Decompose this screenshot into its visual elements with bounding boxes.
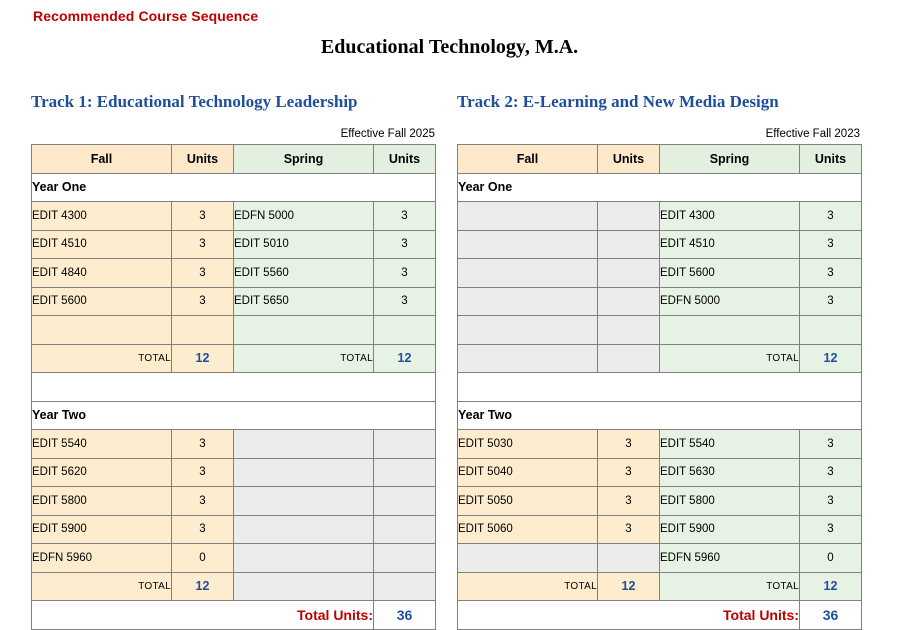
- total-label: TOTAL: [32, 572, 172, 601]
- course-cell: EDIT 5600: [660, 259, 800, 288]
- course-cell-blank: [458, 544, 598, 573]
- course-cell: EDIT 5630: [660, 458, 800, 487]
- column-header-units: Units: [172, 145, 234, 174]
- units-cell: 3: [172, 458, 234, 487]
- table-row: [32, 487, 436, 516]
- course-cell-blank: [458, 259, 598, 288]
- course-cell: EDIT 5900: [660, 515, 800, 544]
- track-2-heading: Track 2: E-Learning and New Media Design: [457, 92, 779, 111]
- units-cell-blank: [374, 544, 436, 573]
- course-cell: EDIT 5900: [32, 515, 172, 544]
- year-section-row: [32, 401, 436, 430]
- spring-total-value: 12: [800, 572, 862, 601]
- course-cell-empty: [32, 316, 172, 345]
- units-cell: 3: [172, 230, 234, 259]
- course-cell-blank: [458, 202, 598, 231]
- column-header-spring: Spring: [660, 145, 800, 174]
- fall-total-value: 12: [172, 344, 234, 373]
- course-cell-blank: [234, 430, 374, 459]
- table-row: [32, 259, 436, 288]
- course-cell: EDIT 5800: [660, 487, 800, 516]
- total-label: TOTAL: [458, 572, 598, 601]
- units-cell-blank: [374, 487, 436, 516]
- course-cell: EDIT 5800: [32, 487, 172, 516]
- units-cell: 3: [598, 458, 660, 487]
- units-cell-blank: [598, 259, 660, 288]
- units-cell: 3: [800, 430, 862, 459]
- total-row: [32, 344, 436, 373]
- course-cell: EDIT 5040: [458, 458, 598, 487]
- units-cell: 3: [172, 287, 234, 316]
- course-cell-blank: [458, 230, 598, 259]
- units-cell: 3: [598, 515, 660, 544]
- table-row: [458, 202, 862, 231]
- spacer-cell: [32, 373, 436, 402]
- total-label: TOTAL: [234, 344, 374, 373]
- course-cell: EDIT 5030: [458, 430, 598, 459]
- table-row: [32, 515, 436, 544]
- units-cell-blank: [374, 458, 436, 487]
- grand-total-value: 36: [374, 601, 436, 630]
- spacer-row: [458, 373, 862, 402]
- units-cell: 3: [374, 287, 436, 316]
- units-cell: 3: [172, 487, 234, 516]
- table-row: [458, 316, 862, 345]
- course-cell-blank: [458, 316, 598, 345]
- units-cell-blank: [374, 430, 436, 459]
- grand-total-label: Total Units:: [458, 601, 800, 630]
- table-row: [458, 515, 862, 544]
- table-row: [458, 544, 862, 573]
- total-label: TOTAL: [32, 344, 172, 373]
- units-cell-blank: [374, 515, 436, 544]
- track-1-schedule-table: [31, 144, 436, 630]
- fall-total-value: 12: [172, 572, 234, 601]
- course-cell: EDIT 5060: [458, 515, 598, 544]
- column-header-fall: Fall: [458, 145, 598, 174]
- table-header-row: [32, 145, 436, 174]
- table-row: [458, 430, 862, 459]
- units-cell: 3: [598, 430, 660, 459]
- year-one-label: Year One: [32, 173, 436, 202]
- course-cell-blank: [234, 544, 374, 573]
- table-row: [458, 458, 862, 487]
- column-header-units-2: Units: [800, 145, 862, 174]
- year-section-row: [32, 173, 436, 202]
- track-2-schedule-table: [457, 144, 862, 630]
- units-cell-empty: [800, 316, 862, 345]
- course-cell-empty: [660, 316, 800, 345]
- units-cell-blank: [598, 287, 660, 316]
- units-cell: 3: [800, 202, 862, 231]
- units-cell-blank: [598, 316, 660, 345]
- fall-total-value: 12: [598, 572, 660, 601]
- spacer-cell: [458, 373, 862, 402]
- course-cell-blank: [234, 458, 374, 487]
- course-cell: EDIT 5560: [234, 259, 374, 288]
- units-cell-empty: [172, 316, 234, 345]
- total-label-blank: [458, 344, 598, 373]
- units-cell: 3: [374, 202, 436, 231]
- recommended-course-sequence-label: Recommended Course Sequence: [33, 8, 259, 24]
- units-cell: 3: [598, 487, 660, 516]
- total-row: [32, 572, 436, 601]
- table-row: [458, 487, 862, 516]
- course-cell-blank: [458, 287, 598, 316]
- table-row: [32, 544, 436, 573]
- units-cell: 3: [800, 259, 862, 288]
- spacer-row: [32, 373, 436, 402]
- table-row: [458, 287, 862, 316]
- units-cell-blank: [598, 230, 660, 259]
- course-cell: EDIT 5540: [660, 430, 800, 459]
- total-row: [458, 572, 862, 601]
- course-cell: EDIT 5650: [234, 287, 374, 316]
- course-cell: EDFN 5000: [234, 202, 374, 231]
- page-title: Educational Technology, M.A.: [320, 36, 579, 58]
- total-label-blank: [234, 572, 374, 601]
- units-cell: 3: [800, 487, 862, 516]
- units-cell: 3: [800, 230, 862, 259]
- column-header-spring: Spring: [234, 145, 374, 174]
- course-cell: EDFN 5000: [660, 287, 800, 316]
- course-cell: EDIT 5540: [32, 430, 172, 459]
- course-cell-blank: [234, 515, 374, 544]
- year-one-label: Year One: [458, 173, 862, 202]
- spring-total-value: 12: [800, 344, 862, 373]
- year-section-row: [458, 173, 862, 202]
- total-label: TOTAL: [660, 344, 800, 373]
- table-row: [32, 202, 436, 231]
- course-cell: EDIT 5600: [32, 287, 172, 316]
- units-cell: 3: [172, 259, 234, 288]
- total-value-blank: [374, 572, 436, 601]
- course-cell: EDIT 5620: [32, 458, 172, 487]
- table-row: [32, 430, 436, 459]
- course-cell: EDIT 4510: [660, 230, 800, 259]
- table-row: [32, 458, 436, 487]
- course-cell: EDIT 5050: [458, 487, 598, 516]
- units-cell: 3: [172, 202, 234, 231]
- table-row: [32, 230, 436, 259]
- course-cell: EDIT 4300: [32, 202, 172, 231]
- table-row: [32, 287, 436, 316]
- track-2-effective-date: Effective Fall 2023: [765, 128, 860, 140]
- year-two-label: Year Two: [458, 401, 862, 430]
- course-cell-empty: [234, 316, 374, 345]
- units-cell: 3: [800, 515, 862, 544]
- units-cell: 0: [800, 544, 862, 573]
- units-cell: 3: [800, 458, 862, 487]
- column-header-fall: Fall: [32, 145, 172, 174]
- units-cell: 3: [172, 515, 234, 544]
- units-cell: 3: [374, 259, 436, 288]
- units-cell-empty: [374, 316, 436, 345]
- units-cell-blank: [598, 544, 660, 573]
- grand-total-value: 36: [800, 601, 862, 630]
- table-row: [32, 316, 436, 345]
- spring-total-value: 12: [374, 344, 436, 373]
- track-1-heading: Track 1: Educational Technology Leadership: [31, 92, 358, 111]
- total-row: [458, 344, 862, 373]
- table-row: [458, 230, 862, 259]
- course-cell: EDIT 4300: [660, 202, 800, 231]
- units-cell: 3: [374, 230, 436, 259]
- course-cell: EDFN 5960: [660, 544, 800, 573]
- course-cell: EDIT 4510: [32, 230, 172, 259]
- units-cell: 3: [172, 430, 234, 459]
- table-row: [458, 259, 862, 288]
- course-cell-blank: [234, 487, 374, 516]
- column-header-units-2: Units: [374, 145, 436, 174]
- course-cell: EDFN 5960: [32, 544, 172, 573]
- column-header-units: Units: [598, 145, 660, 174]
- table-header-row: [458, 145, 862, 174]
- course-cell: EDIT 4840: [32, 259, 172, 288]
- units-cell-blank: [598, 202, 660, 231]
- units-cell: 3: [800, 287, 862, 316]
- grand-total-label: Total Units:: [32, 601, 374, 630]
- year-section-row: [458, 401, 862, 430]
- total-label: TOTAL: [660, 572, 800, 601]
- track-1-effective-date: Effective Fall 2025: [340, 128, 435, 140]
- year-two-label: Year Two: [32, 401, 436, 430]
- units-cell: 0: [172, 544, 234, 573]
- total-value-blank: [598, 344, 660, 373]
- course-cell: EDIT 5010: [234, 230, 374, 259]
